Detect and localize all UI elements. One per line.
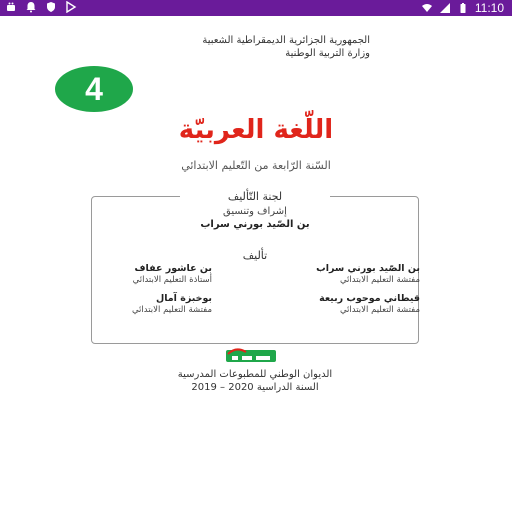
author-name: بن عاشور عفاف (134, 263, 212, 274)
author-entry (92, 293, 212, 316)
book-cover (0, 16, 512, 512)
ministry-header (160, 34, 370, 60)
supervision-label: إشراف وتنسيق (223, 206, 287, 217)
author-role: مفتشة التعليم الابتدائي (131, 305, 212, 315)
author-role: مفتشة التعليم الابتدائي (339, 275, 420, 285)
book-title: اللّغة العربيّة (178, 115, 334, 145)
signal-icon (439, 2, 451, 14)
status-time: 11:10 (474, 1, 504, 15)
book-subtitle: السّنة الرّابعة من التّعليم الابتدائي (181, 159, 331, 172)
committee-heading: لجنة التّأليف (180, 190, 330, 204)
school-year: السنة الدراسية 2020 – 2019 (191, 382, 319, 393)
publisher-name: الديوان الوطني للمطبوعات المدرسية (177, 369, 333, 380)
publisher-logo (222, 344, 280, 366)
status-bar (0, 0, 512, 16)
wifi-icon (421, 2, 433, 14)
notification-icon (25, 1, 37, 13)
author-entry (92, 263, 212, 286)
shield-icon (45, 1, 57, 13)
android-debug-icon (5, 1, 17, 13)
author-entry (290, 263, 420, 286)
republic-line: الجمهورية الجزائرية الديمقراطية الشعبية (202, 35, 370, 46)
author-name: بوخبزة آمال (155, 293, 212, 304)
grade-badge: 4 (55, 66, 133, 112)
author-role: مفتشة التعليم الابتدائي (339, 305, 420, 315)
battery-icon (457, 2, 469, 14)
status-right-icons (421, 0, 504, 16)
author-role: أستاذة التعليم الابتدائي (132, 275, 212, 285)
author-name: بن الصّيد بورني سراب (316, 263, 420, 274)
author-entry (290, 293, 420, 316)
supervisor-name: بن الصّيد بورني سراب (200, 219, 310, 230)
play-store-icon (65, 1, 77, 13)
status-left-icons (5, 1, 77, 13)
authors-heading: تأليف (242, 249, 268, 262)
author-name: قيطاني موحوب ربيعة (319, 293, 420, 304)
ministry-line: وزارة التربية الوطنية (285, 48, 370, 59)
